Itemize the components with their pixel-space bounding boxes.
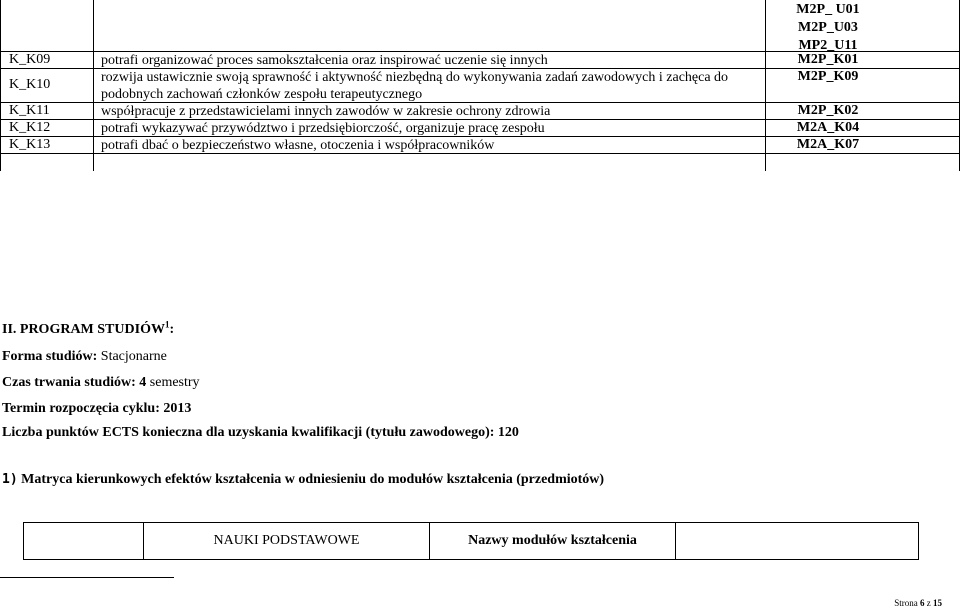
matrix-number: 1)	[2, 472, 18, 487]
outcome-code: K_K10	[9, 77, 51, 92]
module-matrix-table	[23, 522, 919, 560]
page-number	[894, 598, 942, 608]
outcome-description: rozwija ustawicznie swoją sprawność i aktywność niezbędną do wykonywania zadań zawodowych i zachęca do podobnych zachowań członków zespołu terapeutycznego	[101, 70, 729, 102]
study-duration	[2, 375, 200, 391]
outcome-reference: M2A_K04	[796, 120, 860, 135]
reference-header-line: M2P_ U01	[796, 2, 860, 17]
study-form-value: Stacjonarne	[100, 349, 167, 364]
matrix-title: Matryca kierunkowych efektów kształcenia w odniesieniu do modułów kształcenia (przedmiotów)	[21, 472, 605, 487]
table-divider-code	[93, 0, 94, 171]
outcome-description: współpracuje z przedstawicielami innych zawodów w zakresie ochrony zdrowia	[101, 104, 551, 119]
module-names-header: Nazwy modułów kształcenia	[430, 523, 676, 559]
outcome-description: potrafi dbać o bezpieczeństwo własne, otoczenia i współpracowników	[101, 138, 495, 153]
outcome-description: potrafi organizować proces samokształcenia oraz inspirować uczenie się innych	[101, 53, 548, 68]
current-page: 6	[920, 598, 925, 608]
study-duration-label: Czas trwania studiów: 4	[2, 375, 147, 390]
outcome-code: K_K09	[9, 52, 51, 67]
basic-sciences-header: NAUKI PODSTAWOWE	[144, 523, 430, 559]
outcome-code: K_K11	[9, 103, 50, 118]
page-prefix: Strona	[894, 598, 918, 608]
outcome-reference: M2A_K07	[796, 137, 860, 152]
outcome-reference: M2P_K09	[797, 69, 859, 84]
outcome-reference: M2P_K02	[797, 103, 859, 118]
reference-header	[768, 1, 888, 55]
page-separator: z	[926, 598, 931, 608]
outcome-code: K_K12	[9, 120, 51, 135]
outcome-reference: M2P_K01	[797, 52, 859, 67]
reference-header-line: M2P_U03	[798, 20, 858, 35]
footnote-separator	[0, 577, 174, 578]
reference-header-line: MP2_U11	[798, 38, 858, 53]
study-form	[2, 349, 167, 365]
matrix-cell-empty	[676, 523, 918, 559]
matrix-heading	[2, 472, 604, 488]
outcome-description: potrafi wykazywać przywództwo i przedsiębiorczość, organizuje pracę zespołu	[101, 121, 545, 136]
section-heading-suffix: :	[169, 322, 175, 337]
ects-requirement: Liczba punktów ECTS konieczna dla uzyskania kwalifikacji (tytułu zawodowego): 120	[2, 425, 519, 440]
matrix-cell-empty	[24, 523, 144, 559]
section-heading-text: II. PROGRAM STUDIÓW	[2, 322, 165, 337]
study-duration-value: semestry	[149, 375, 200, 390]
section-heading	[2, 319, 175, 338]
table-border-left	[0, 0, 1, 171]
outcome-code: K_K13	[9, 137, 51, 152]
table-divider-ref	[765, 0, 766, 171]
cycle-start: Termin rozpoczęcia cyklu: 2013	[2, 401, 192, 416]
total-pages: 15	[933, 598, 942, 608]
footnote-marker: 1	[164, 319, 170, 330]
study-form-label: Forma studiów:	[2, 349, 98, 364]
